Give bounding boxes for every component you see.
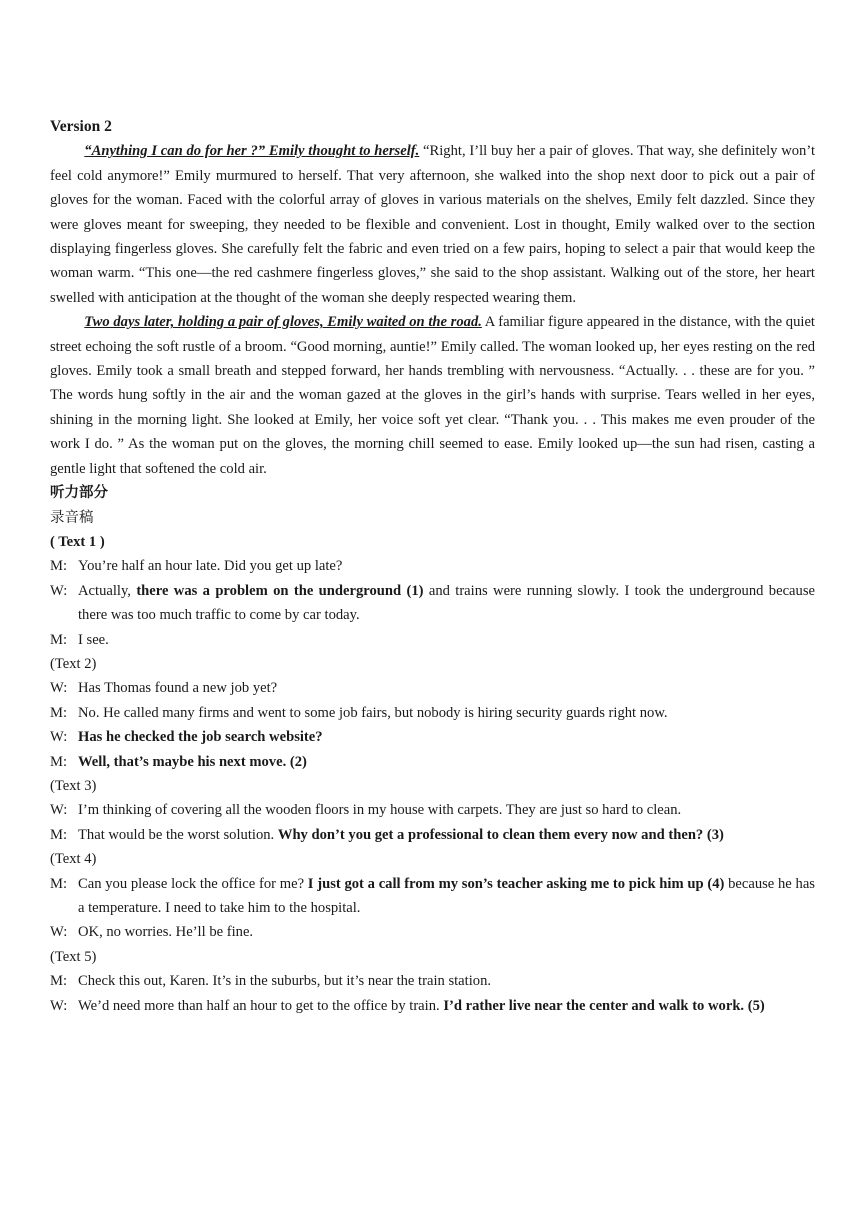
version-title: Version 2 bbox=[50, 118, 112, 135]
dialogue-text: No. He called many firms and went to some job fairs, but nobody is hiring security guards right now. bbox=[78, 704, 668, 721]
speaker-label: M: bbox=[50, 704, 68, 721]
speaker-label: M: bbox=[50, 875, 68, 892]
text-label: (Text 3) bbox=[50, 777, 97, 794]
speaker-label: W: bbox=[50, 997, 68, 1014]
dialogue-text: Can you please lock the office for me? bbox=[78, 875, 308, 892]
dialogue-text: We’d need more than half an hour to get to the office by train. bbox=[78, 997, 444, 1014]
speaker-label: M: bbox=[50, 631, 68, 648]
dialogue-line bbox=[50, 798, 815, 822]
dialogue-line bbox=[50, 701, 815, 725]
listening-section-title: 听力部分 bbox=[50, 485, 108, 502]
text-label: (Text 5) bbox=[50, 948, 97, 965]
speaker-label: W: bbox=[50, 924, 68, 941]
paragraph-body: A familiar figure appeared in the distance, with the quiet street echoing the soft rustle of a broom. “Good morning, auntie!” Emily called. The woman looked up, her eyes resting on the red gloves. Emily took a small breath and stepped forward, her hands trembling with nervousness. “Actually. . . these are for you. ” The words hung softly in the air and the woman gazed at the gloves in the girl’s hands with surprise. Tears welled in her eyes, shining in the morning light. She looked at Emily, her voice soft yet clear. “Thank you. . . This makes me even prouder of the work I do. ” As the woman put on the gloves, the morning chill seemed to ease. Emily looked up—the sun had risen, casting a gentle light that softened the cold air. bbox=[50, 314, 815, 477]
speaker-label: W: bbox=[50, 582, 68, 599]
document-content bbox=[50, 115, 815, 1018]
paragraph-lead-sentence: Two days later, holding a pair of gloves, Emily waited on the road. bbox=[84, 314, 482, 331]
dialogue-text: I see. bbox=[78, 631, 109, 648]
dialogue-line bbox=[50, 676, 815, 700]
speaker-label: M: bbox=[50, 826, 68, 843]
text-label: ( Text 1 ) bbox=[50, 533, 105, 550]
story-paragraph-1 bbox=[50, 139, 815, 310]
speaker-label: W: bbox=[50, 729, 68, 746]
dialogue-text: I’m thinking of covering all the wooden floors in my house with carpets. They are just so hard to clean. bbox=[78, 802, 682, 819]
dialogue-line bbox=[50, 579, 815, 628]
dialogue-line bbox=[50, 628, 815, 652]
dialogue-line bbox=[50, 920, 815, 944]
text-label: (Text 2) bbox=[50, 655, 97, 672]
answer-highlight: I just got a call from my son’s teacher asking me to pick him up (4) bbox=[307, 875, 725, 892]
story-paragraph-2 bbox=[50, 310, 815, 481]
dialogue-line bbox=[50, 969, 815, 993]
transcript-title: 录音稿 bbox=[50, 509, 94, 526]
answer-highlight: Well, that’s maybe his next move. (2) bbox=[78, 753, 307, 770]
speaker-label: W: bbox=[50, 680, 68, 697]
speaker-label: M: bbox=[50, 973, 68, 990]
answer-highlight: there was a problem on the underground bbox=[136, 582, 402, 599]
text-label: (Text 4) bbox=[50, 851, 97, 868]
speaker-label: M: bbox=[50, 753, 68, 770]
dialogue-text: Actually, bbox=[78, 582, 137, 599]
dialogue-line bbox=[50, 725, 815, 749]
answer-highlight: I’d rather live near the center and walk to work. (5) bbox=[443, 997, 765, 1014]
dialogue-text: Has Thomas found a new job yet? bbox=[78, 680, 278, 697]
transcript bbox=[50, 530, 815, 1018]
dialogue-text: Check this out, Karen. It’s in the suburbs, but it’s near the train station. bbox=[78, 973, 492, 990]
answer-highlight: Has he checked the job search website? bbox=[78, 729, 323, 746]
dialogue-text: That would be the worst solution. bbox=[78, 826, 278, 843]
dialogue-text: OK, no worries. He’ll be fine. bbox=[78, 924, 254, 941]
dialogue-text: because he has a temperature. I need to take him to the hospital. bbox=[78, 875, 815, 916]
dialogue-line bbox=[50, 872, 815, 921]
answer-highlight: Why don’t you get a professional to clean them every now and then? (3) bbox=[277, 826, 724, 843]
speaker-label: W: bbox=[50, 802, 68, 819]
paragraph-lead-sentence: “Anything I can do for her ?” Emily thought to herself. bbox=[84, 143, 420, 160]
dialogue-line bbox=[50, 823, 815, 847]
dialogue-text: and trains were running slowly. I took the underground because there was too much traffic to come by car today. bbox=[78, 582, 815, 624]
answer-highlight: (1) bbox=[401, 582, 429, 599]
dialogue-line bbox=[50, 554, 815, 578]
dialogue-text: You’re half an hour late. Did you get up late? bbox=[78, 558, 343, 575]
paragraph-body: “Right, I’ll buy her a pair of gloves. That way, she definitely won’t feel cold anymore!” Emily murmured to herself. That very afternoon, she walked into the shop next door to pick out a pair of gloves for the woman. Faced with the colorful array of gloves in various materials on the shelves, Emily felt dazzled. Since they were gloves meant for sweeping, they needed to be flexible and convenient. Lost in thought, Emily walked over to the section displaying fingerless gloves. She carefully felt the fabric and even tried on a few pairs, hoping to select a pair that would keep the woman warm. “This one—the red cashmere fingerless gloves,” she said to the shop assistant. Walking out of the store, her heart swelled with anticipation at the thought of the woman she deeply respected wearing them. bbox=[50, 143, 815, 306]
dialogue-line bbox=[50, 994, 815, 1018]
dialogue-line bbox=[50, 750, 815, 774]
speaker-label: M: bbox=[50, 558, 68, 575]
